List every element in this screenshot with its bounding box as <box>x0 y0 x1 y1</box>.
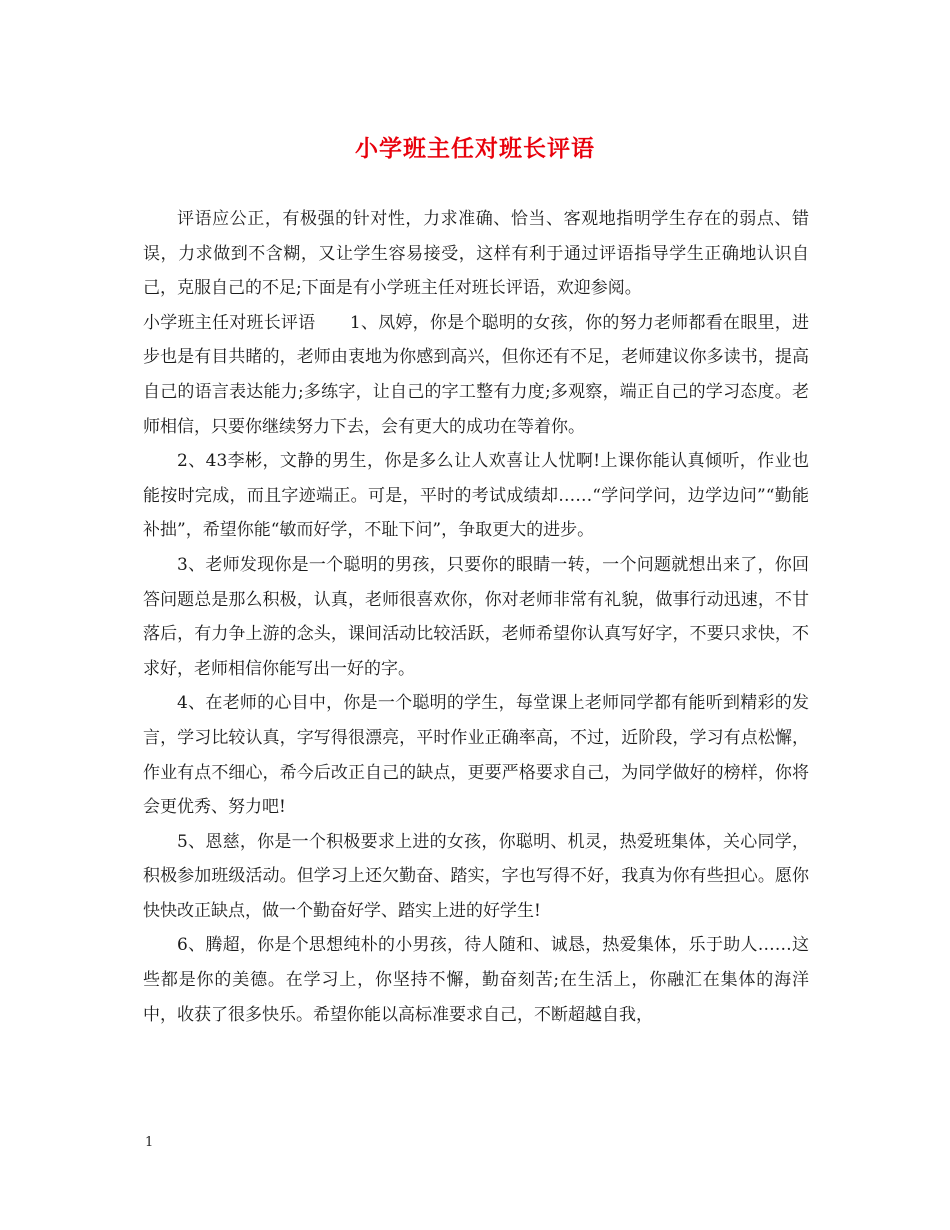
paragraph-comment-1: 小学班主任对班长评语 1、凤婷，你是个聪明的女孩，你的努力老师都看在眼里，进步也是有目共睹的，老师由衷地为你感到高兴，但你还有不足，老师建议你多读书，提高自己的语言表达能力;多练字，让自己的字工整有力度;多观察，端正自己的学习态度。老师相信，只要你继续努力下去，会有更大的成功在等着你。 <box>143 312 809 437</box>
paragraph-comment-5: 5、恩慈，你是一个积极要求上进的女孩，你聪明、机灵，热爱班集体，关心同学，积极参加班级活动。但学习上还欠勤奋、踏实，字也写得不好，我真为你有些担心。愿你快快改正缺点，做一个勤奋好学、踏实上进的好学生! <box>143 831 809 921</box>
document-body <box>143 202 809 1032</box>
paragraph-intro: 评语应公正，有极强的针对性，力求准确、恰当、客观地指明学生存在的弱点、错误，力求做到不含糊，又让学生容易接受，这样有利于通过评语指导学生正确地认识自己，克服自己的不足;下面是有小学班主任对班长评语，欢迎参阅。 <box>143 209 809 299</box>
paragraph-comment-3: 3、老师发现你是一个聪明的男孩，只要你的眼睛一转，一个问题就想出来了，你回答问题总是那么积极，认真，老师很喜欢你，你对老师非常有礼貌，做事行动迅速，不甘落后，有力争上游的念头，课间活动比较活跃，老师希望你认真写好字，不要只求快，不求好，老师相信你能写出一好的字。 <box>143 554 809 679</box>
page-number: 1 <box>145 1135 154 1150</box>
paragraph-comment-4: 4、在老师的心目中，你是一个聪明的学生，每堂课上老师同学都有能听到精彩的发言，学习比较认真，字写得很漂亮，平时作业正确率高，不过，近阶段，学习有点松懈，作业有点不细心，希今后改正自己的缺点，更要严格要求自己，为同学做好的榜样，你将会更优秀、努力吧! <box>143 693 809 818</box>
document-title: 小学班主任对班长评语 <box>355 135 595 162</box>
paragraph-comment-2: 2、43李彬，文静的男生，你是多么让人欢喜让人忧啊!上课你能认真倾听，作业也能按时完成，而且字迹端正。可是，平时的考试成绩却……“学问学问，边学边问”“勤能补拙”，希望你能“敏而好学，不耻下问”，争取更大的进步。 <box>143 451 809 541</box>
paragraph-comment-6: 6、腾超，你是个思想纯朴的小男孩，待人随和、诚恳，热爱集体，乐于助人……这些都是你的美德。在学习上，你坚持不懈，勤奋刻苦;在生活上，你融汇在集体的海洋中，收获了很多快乐。希望你能以高标准要求自己，不断超越自我， <box>143 935 809 1025</box>
